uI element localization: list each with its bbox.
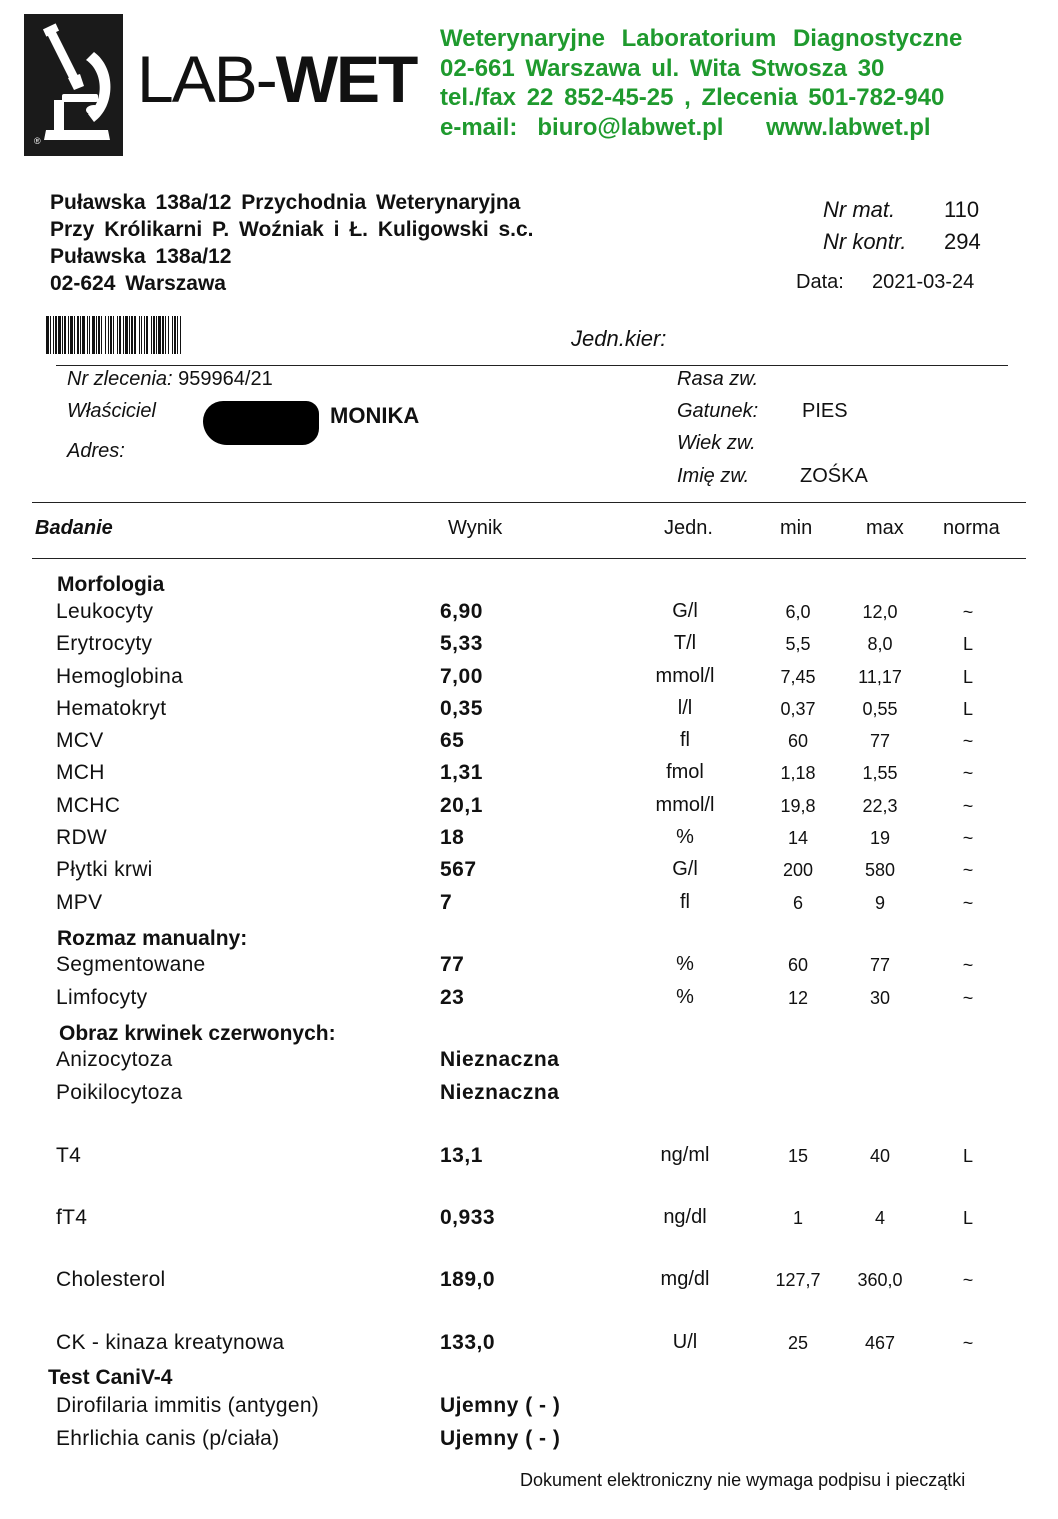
- species-value: PIES: [802, 400, 848, 422]
- row-min: 1,18: [780, 763, 816, 783]
- row-result: 13,1: [440, 1144, 483, 1167]
- row-norma: ~: [962, 860, 974, 880]
- nr-kontr-label: Nr kontr.: [823, 229, 907, 254]
- row-result: 1,31: [440, 761, 483, 784]
- row-name: fT4: [56, 1206, 88, 1229]
- row-unit: ng/ml: [660, 1144, 710, 1166]
- row-norma: ~: [962, 602, 974, 622]
- row-norma: ~: [962, 796, 974, 816]
- row-unit: mg/dl: [660, 1268, 710, 1290]
- section-rozmaz: Rozmaz manualny:: [57, 927, 248, 950]
- clinic-line-1: Puławska 138a/12 Przychodnia Weterynaryjna: [50, 191, 521, 214]
- row-min: 6: [792, 893, 803, 913]
- row-unit: G/l: [672, 858, 698, 880]
- logo-text-wet: WET: [275, 42, 417, 116]
- row-min: 6,0: [785, 602, 811, 622]
- owner-label: Właściciel: [67, 400, 156, 422]
- email-link[interactable]: biuro@labwet.pl: [537, 114, 724, 141]
- row-max: 40: [869, 1146, 891, 1166]
- row-unit: fmol: [666, 761, 704, 783]
- lab-phone: tel./fax 22 852-45-25 , Zlecenia 501-782-940: [440, 84, 945, 111]
- row-norma: L: [962, 1146, 973, 1166]
- row-norma: ~: [962, 1270, 974, 1290]
- row-min: 19,8: [780, 796, 816, 816]
- row-result: 65: [440, 729, 465, 752]
- row-name: RDW: [56, 826, 108, 849]
- age-label: Wiek zw.: [677, 432, 756, 454]
- clinic-line-4: 02-624 Warszawa: [50, 272, 226, 295]
- logo-wordmark: [137, 42, 417, 116]
- col-header-norma: norma: [943, 517, 1000, 539]
- row-name: MPV: [56, 891, 103, 914]
- row-max: 9: [874, 893, 885, 913]
- row-name: Segmentowane: [56, 953, 206, 976]
- clinic-line-3: Puławska 138a/12: [50, 245, 232, 268]
- row-result: 77: [440, 953, 465, 976]
- row-name: Cholesterol: [56, 1268, 166, 1291]
- barcode: [46, 316, 322, 354]
- microscope-icon: [24, 14, 123, 156]
- divider: [56, 365, 1008, 366]
- animal-name-label: Imię zw.: [677, 465, 750, 487]
- row-name: CK - kinaza kreatynowa: [56, 1331, 285, 1354]
- redaction-mark: [203, 401, 319, 445]
- row-name: Ehrlichia canis (p/ciała): [56, 1427, 280, 1450]
- lab-address: 02-661 Warszawa ul. Wita Stwosza 30: [440, 55, 885, 82]
- row-unit: G/l: [672, 600, 698, 622]
- jedn-kier-label: Jedn.kier:: [571, 326, 667, 351]
- row-result: 6,90: [440, 600, 483, 623]
- row-result: 0,933: [440, 1206, 496, 1229]
- registered-mark: ®: [34, 136, 41, 146]
- row-norma: ~: [962, 893, 974, 913]
- row-min: 60: [787, 731, 809, 751]
- breed-label: Rasa zw.: [677, 368, 759, 390]
- order-number-value: 959964/21: [178, 368, 273, 390]
- row-max: 12,0: [862, 602, 898, 622]
- website-link[interactable]: www.labwet.pl: [766, 114, 931, 141]
- nr-mat-value: 110: [944, 197, 980, 222]
- footer-note: Dokument elektroniczny nie wymaga podpisu i pieczątki: [520, 1470, 966, 1490]
- row-min: 7,45: [780, 667, 816, 687]
- row-result: 567: [440, 858, 477, 881]
- row-result: 133,0: [440, 1331, 496, 1354]
- nr-kontr-value: 294: [944, 229, 981, 254]
- col-header-badanie: Badanie: [35, 517, 113, 539]
- section-morfologia: Morfologia: [57, 573, 165, 596]
- row-name: Płytki krwi: [56, 858, 153, 881]
- row-unit: l/l: [677, 697, 693, 719]
- row-max: 30: [869, 988, 891, 1008]
- row-norma: L: [962, 667, 973, 687]
- row-max: 1,55: [862, 763, 898, 783]
- row-name: Anizocytoza: [56, 1048, 173, 1071]
- row-min: 60: [787, 955, 809, 975]
- row-max: 77: [869, 731, 891, 751]
- row-max: 19: [869, 828, 891, 848]
- divider: [32, 558, 1026, 559]
- col-header-max: max: [866, 517, 904, 539]
- row-name: MCHC: [56, 794, 121, 817]
- row-name: MCH: [56, 761, 105, 784]
- row-min: 200: [782, 860, 814, 880]
- row-norma: ~: [962, 1333, 974, 1353]
- row-result: Nieznaczna: [440, 1048, 560, 1071]
- row-name: Leukocyty: [56, 600, 154, 623]
- row-max: 580: [864, 860, 896, 880]
- species-label: Gatunek:: [677, 400, 759, 422]
- row-max: 8,0: [867, 634, 893, 654]
- row-name: Limfocyty: [56, 986, 148, 1009]
- row-result: 18: [440, 826, 465, 849]
- row-unit: %: [676, 986, 694, 1008]
- row-unit: mmol/l: [655, 665, 715, 687]
- col-header-min: min: [780, 517, 813, 539]
- row-unit: U/l: [672, 1331, 698, 1353]
- row-min: 0,37: [780, 699, 816, 719]
- row-name: Hemoglobina: [56, 665, 184, 688]
- row-max: 4: [874, 1208, 885, 1228]
- row-max: 11,17: [858, 667, 902, 687]
- divider: [32, 502, 1026, 503]
- row-norma: ~: [962, 955, 974, 975]
- address-label: Adres:: [67, 440, 125, 462]
- row-result: 23: [440, 986, 465, 1009]
- row-norma: ~: [962, 763, 974, 783]
- animal-name-value: ZOŚKA: [800, 465, 868, 487]
- row-name: Hematokryt: [56, 697, 167, 720]
- row-name: Erytrocyty: [56, 632, 153, 655]
- row-unit: fl: [680, 729, 690, 751]
- row-norma: L: [962, 699, 973, 719]
- row-unit: T/l: [673, 632, 697, 654]
- row-max: 22,3: [862, 796, 898, 816]
- row-result: Ujemny ( - ): [440, 1427, 561, 1450]
- row-norma: L: [962, 634, 973, 654]
- section-obraz: Obraz krwinek czerwonych:: [59, 1022, 336, 1045]
- row-unit: fl: [680, 891, 690, 913]
- row-unit: %: [676, 826, 694, 848]
- row-max: 360,0: [857, 1270, 903, 1290]
- row-unit: ng/dl: [663, 1206, 707, 1228]
- row-min: 5,5: [785, 634, 811, 654]
- email-label: e-mail:: [440, 114, 518, 141]
- row-norma: L: [962, 1208, 973, 1228]
- row-unit: mmol/l: [655, 794, 715, 816]
- nr-mat-label: Nr mat.: [823, 197, 896, 222]
- row-min: 15: [787, 1146, 809, 1166]
- row-result: Ujemny ( - ): [440, 1394, 561, 1417]
- date-value: 2021-03-24: [872, 271, 975, 293]
- row-norma: ~: [962, 828, 974, 848]
- row-name: Poikilocytoza: [56, 1081, 183, 1104]
- row-result: 5,33: [440, 632, 483, 655]
- col-header-wynik: Wynik: [448, 517, 503, 539]
- row-unit: %: [676, 953, 694, 975]
- row-name: Dirofilaria immitis (antygen): [56, 1394, 320, 1417]
- row-name: T4: [56, 1144, 82, 1167]
- row-min: 14: [787, 828, 809, 848]
- lab-logo-box: [24, 14, 123, 156]
- date-label: Data:: [796, 271, 844, 293]
- row-result: 189,0: [440, 1268, 496, 1291]
- row-max: 0,55: [862, 699, 898, 719]
- row-norma: ~: [962, 731, 974, 751]
- row-result: 0,35: [440, 697, 483, 720]
- row-max: 467: [864, 1333, 896, 1353]
- row-result: 7: [440, 891, 453, 914]
- row-norma: ~: [962, 988, 974, 1008]
- section-test: Test CaniV-4: [48, 1366, 173, 1389]
- row-min: 127,7: [775, 1270, 821, 1290]
- row-name: MCV: [56, 729, 104, 752]
- row-result: Nieznaczna: [440, 1081, 560, 1104]
- logo-text-lab: LAB-: [137, 42, 276, 116]
- lab-name: Weterynaryjne Laboratorium Diagnostyczne: [440, 25, 963, 52]
- col-header-jedn: Jedn.: [664, 517, 713, 539]
- row-result: 7,00: [440, 665, 483, 688]
- row-result: 20,1: [440, 794, 483, 817]
- order-number: [67, 369, 273, 389]
- clinic-line-2: Przy Królikarni P. Woźniak i Ł. Kuligowski s.c.: [50, 218, 534, 241]
- row-min: 12: [787, 988, 809, 1008]
- row-min: 25: [787, 1333, 809, 1353]
- owner-name: MONIKA: [330, 403, 420, 428]
- lab-contact: [440, 116, 931, 140]
- row-max: 77: [869, 955, 891, 975]
- order-number-label: Nr zlecenia:: [67, 368, 173, 390]
- row-min: 1: [792, 1208, 803, 1228]
